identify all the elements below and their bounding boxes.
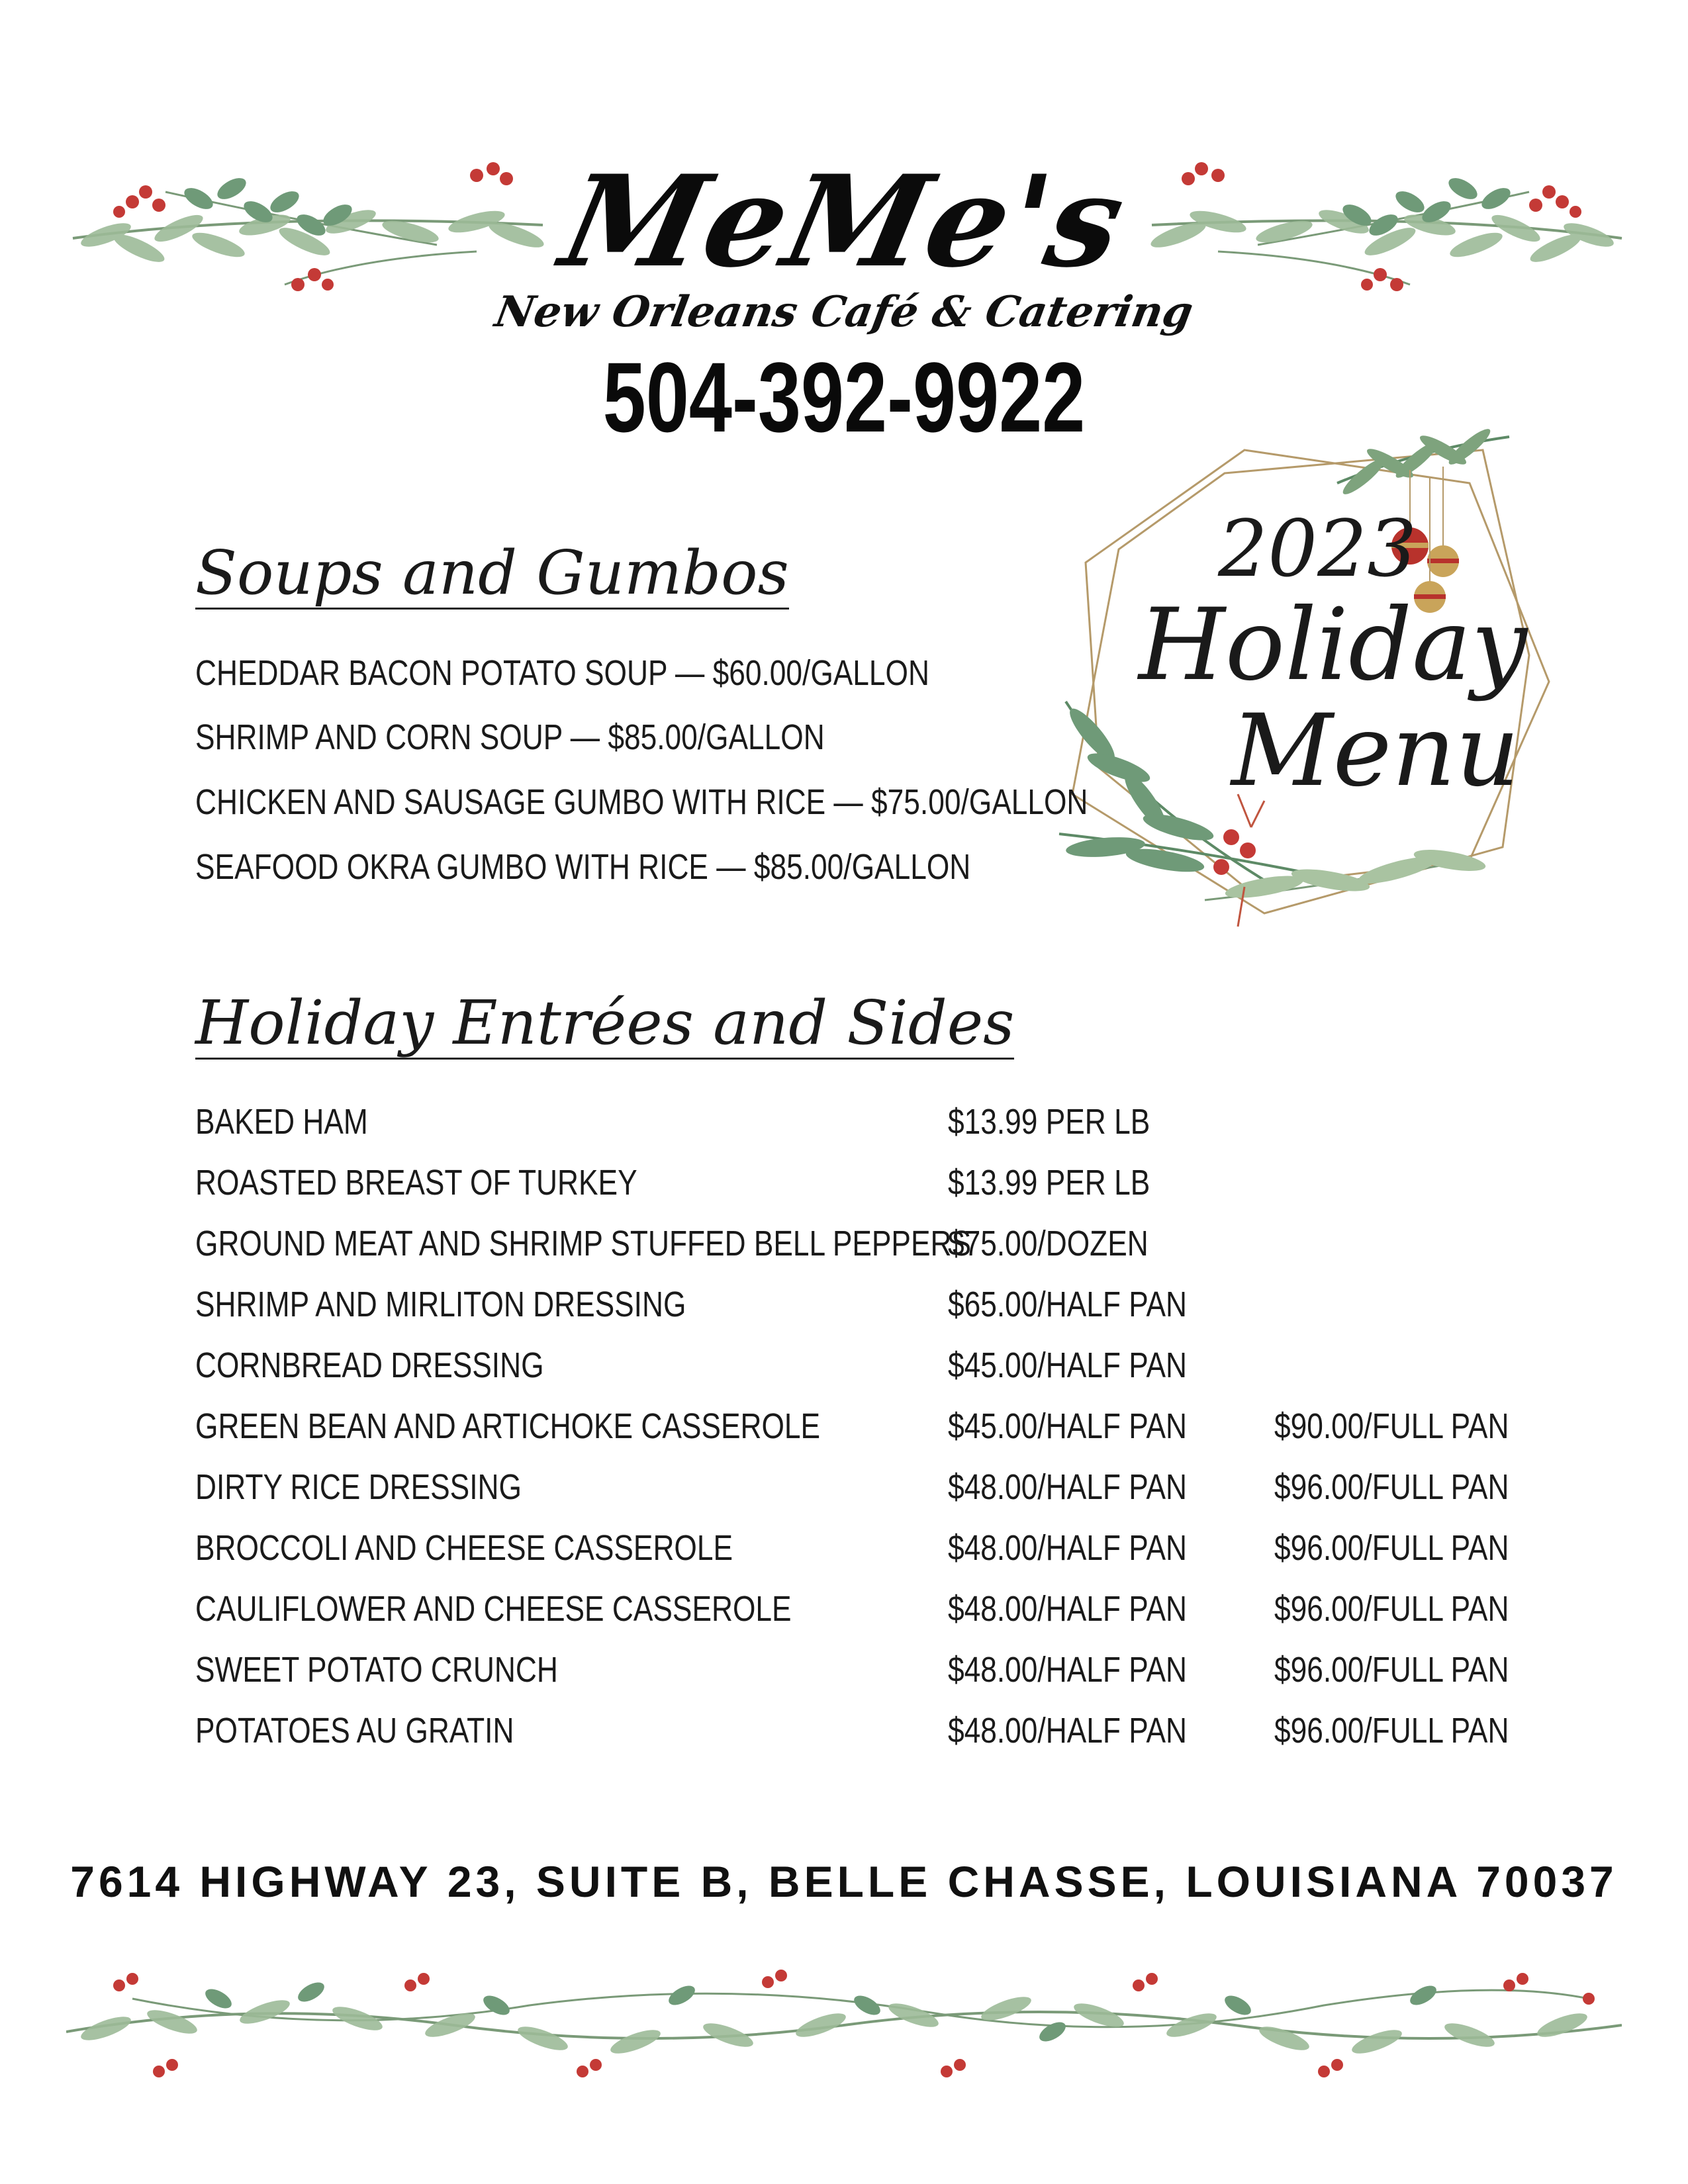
entree-name: BAKED HAM [195, 1102, 368, 1142]
entree-name: SWEET POTATO CRUNCH [195, 1650, 558, 1690]
entree-price-half: $45.00/HALF PAN [948, 1406, 1187, 1446]
entrees-heading: Holiday Entrées and Sides [195, 987, 1015, 1058]
entree-price-half: $13.99 PER LB [948, 1163, 1150, 1203]
soups-heading: Soups and Gumbos [195, 537, 789, 608]
business-subtitle: New Orleans Café & Catering [491, 287, 1197, 337]
entree-name: SHRIMP AND MIRLITON DRESSING [195, 1285, 686, 1324]
entree-name: BROCCOLI AND CHEESE CASSEROLE [195, 1528, 733, 1568]
entree-name: GROUND MEAT AND SHRIMP STUFFED BELL PEPPERS [195, 1224, 972, 1263]
soup-item: CHICKEN AND SAUSAGE GUMBO WITH RICE — $75.00/GALLON [195, 782, 1088, 822]
entree-price-half: $13.99 PER LB [948, 1102, 1150, 1142]
entree-price-full: $96.00/FULL PAN [1274, 1711, 1509, 1751]
badge-line-holiday: Holiday [1139, 588, 1528, 703]
entree-price-half: $65.00/HALF PAN [948, 1285, 1187, 1324]
soup-item: SHRIMP AND CORN SOUP — $85.00/GALLON [195, 717, 825, 757]
entree-price-half: $45.00/HALF PAN [948, 1345, 1187, 1385]
entree-name: CORNBREAD DRESSING [195, 1345, 544, 1385]
entree-price-full: $96.00/FULL PAN [1274, 1528, 1509, 1568]
entree-name: POTATOES AU GRATIN [195, 1711, 514, 1751]
entree-price-full: $96.00/FULL PAN [1274, 1650, 1509, 1690]
badge-year: 2023 [1218, 503, 1417, 594]
soup-item: SEAFOOD OKRA GUMBO WITH RICE — $85.00/GALLON [195, 847, 971, 887]
badge-line-menu: Menu [1231, 694, 1520, 809]
entree-name: GREEN BEAN AND ARTICHOKE CASSEROLE [195, 1406, 821, 1446]
entree-price-full: $96.00/FULL PAN [1274, 1467, 1509, 1507]
phone-number: 504-392-9922 [602, 341, 1086, 453]
entree-price-half: $48.00/HALF PAN [948, 1711, 1187, 1751]
logo-text: MeMe's [550, 148, 1138, 295]
soup-item: CHEDDAR BACON POTATO SOUP — $60.00/GALLON [195, 653, 929, 693]
business-address: 7614 HIGHWAY 23, SUITE B, BELLE CHASSE, LOUISIANA 70037 [70, 1857, 1618, 1906]
entree-price-half: $48.00/HALF PAN [948, 1589, 1187, 1629]
entree-price-full: $96.00/FULL PAN [1274, 1589, 1509, 1629]
entree-name: ROASTED BREAST OF TURKEY [195, 1163, 637, 1203]
holiday-menu-badge [1046, 424, 1562, 973]
entree-name: CAULIFLOWER AND CHEESE CASSEROLE [195, 1589, 792, 1629]
entree-price-half: $48.00/HALF PAN [948, 1528, 1187, 1568]
entree-price-half: $48.00/HALF PAN [948, 1650, 1187, 1690]
entree-name: DIRTY RICE DRESSING [195, 1467, 522, 1507]
entree-price-half: $75.00/DOZEN [948, 1224, 1149, 1263]
bottom-garland [66, 1959, 1622, 2091]
entree-price-full: $90.00/FULL PAN [1274, 1406, 1509, 1446]
entree-price-half: $48.00/HALF PAN [948, 1467, 1187, 1507]
